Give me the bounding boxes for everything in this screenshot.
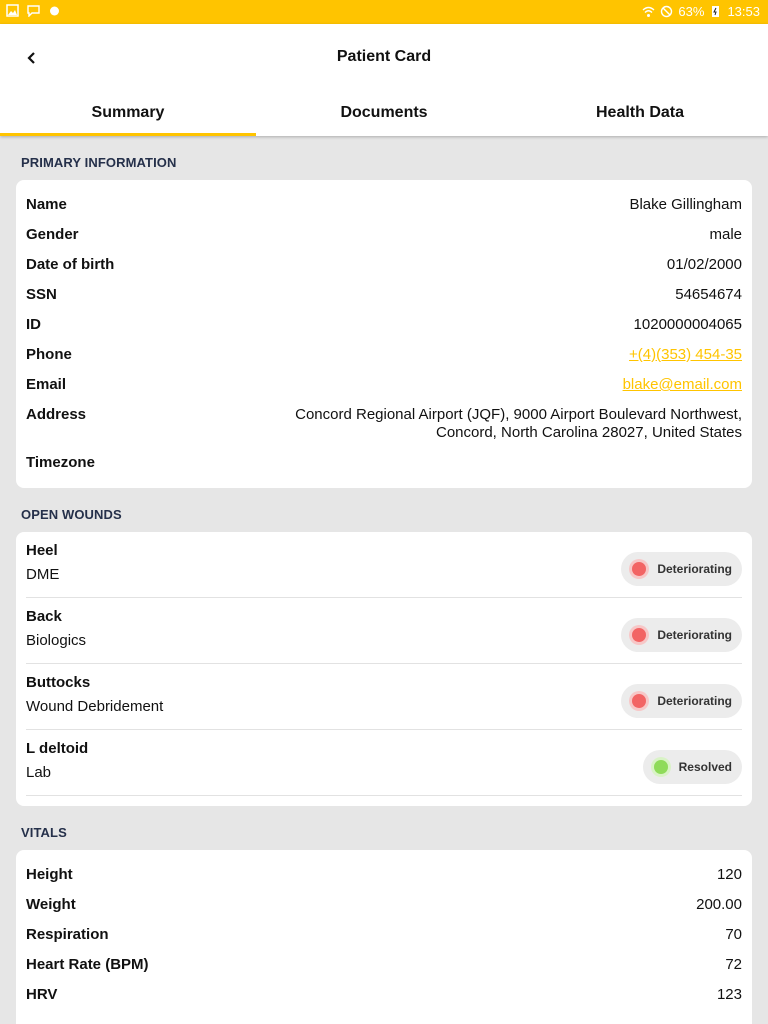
status-dot bbox=[629, 559, 649, 579]
status-badge bbox=[621, 684, 742, 718]
status-dot bbox=[629, 691, 649, 711]
wifi-icon bbox=[642, 5, 655, 18]
vital-label: Weight bbox=[26, 896, 76, 913]
do-not-disturb-icon bbox=[660, 5, 673, 18]
info-label: Phone bbox=[26, 346, 72, 363]
vital-label: HRV bbox=[26, 986, 58, 1003]
info-label: Name bbox=[26, 196, 67, 213]
vital-value: 200.00 bbox=[696, 896, 742, 913]
section-title-primary: PRIMARY INFORMATION bbox=[21, 155, 177, 170]
app-bar bbox=[0, 24, 768, 136]
wound-location: Heel bbox=[26, 542, 58, 559]
info-label: SSN bbox=[26, 286, 57, 303]
vital-label: Heart Rate (BPM) bbox=[26, 956, 149, 973]
wound-item[interactable] bbox=[26, 598, 742, 664]
status-badge bbox=[621, 552, 742, 586]
info-row-ssn bbox=[26, 280, 742, 310]
content bbox=[0, 136, 768, 1024]
status-badge bbox=[643, 750, 742, 784]
section-title-wounds: OPEN WOUNDS bbox=[21, 507, 122, 522]
wound-type: Lab bbox=[26, 764, 52, 781]
info-value: Concord Regional Airport (JQF), 9000 Airport Boulevard Northwest, Concord, North Carolina 28027, United States bbox=[295, 406, 742, 441]
status-label: Resolved bbox=[678, 760, 732, 774]
info-row-timezone bbox=[26, 448, 742, 478]
info-row-email bbox=[26, 370, 742, 400]
vital-value: 70 bbox=[725, 926, 742, 943]
info-value: male bbox=[709, 226, 742, 243]
tab-bar bbox=[0, 90, 768, 136]
info-label: Address bbox=[26, 406, 87, 423]
status-label: Deteriorating bbox=[657, 562, 732, 576]
wound-item[interactable] bbox=[26, 664, 742, 730]
info-label: ID bbox=[26, 316, 41, 333]
info-label: Timezone bbox=[26, 454, 95, 471]
open-wounds-card bbox=[16, 532, 752, 806]
info-row-dob bbox=[26, 250, 742, 280]
info-label: Gender bbox=[26, 226, 79, 243]
page-title: Patient Card bbox=[336, 48, 432, 65]
tab-health-data[interactable]: Health Data bbox=[595, 104, 685, 121]
battery-percent: 63% bbox=[678, 4, 705, 19]
tab-documents[interactable]: Documents bbox=[340, 104, 428, 121]
notification-icon bbox=[48, 4, 61, 17]
status-bar bbox=[0, 0, 768, 24]
wound-type: Wound Debridement bbox=[26, 698, 164, 715]
chat-icon bbox=[27, 4, 40, 17]
info-row-name bbox=[26, 190, 742, 220]
info-row-id bbox=[26, 310, 742, 340]
info-value: Blake Gillingham bbox=[629, 196, 742, 213]
phone-link[interactable]: +(4)(353) 454-35 bbox=[629, 346, 742, 363]
status-label: Deteriorating bbox=[657, 628, 732, 642]
info-value: 01/02/2000 bbox=[666, 256, 742, 273]
status-dot bbox=[651, 757, 671, 777]
vital-label: Height bbox=[26, 866, 73, 883]
info-row-gender bbox=[26, 220, 742, 250]
section-title-vitals: VITALS bbox=[21, 825, 67, 840]
vitals-card bbox=[16, 850, 752, 1024]
info-label: Date of birth bbox=[26, 256, 115, 273]
status-dot bbox=[629, 625, 649, 645]
wound-location: Buttocks bbox=[26, 674, 91, 691]
vital-row-hrv bbox=[26, 980, 742, 1010]
status-badge bbox=[621, 618, 742, 652]
battery-icon bbox=[709, 5, 722, 18]
email-link[interactable]: blake@email.com bbox=[622, 376, 742, 393]
gallery-icon bbox=[6, 4, 19, 17]
vital-row-weight bbox=[26, 890, 742, 920]
info-row-phone bbox=[26, 340, 742, 370]
vital-value: 123 bbox=[716, 986, 742, 1003]
info-label: Email bbox=[26, 376, 67, 393]
wound-item[interactable] bbox=[26, 532, 742, 598]
vital-row-height bbox=[26, 860, 742, 890]
wound-type: DME bbox=[26, 566, 60, 583]
info-value: 1020000004065 bbox=[633, 316, 742, 333]
wound-item[interactable] bbox=[26, 730, 742, 796]
tab-summary[interactable]: Summary bbox=[0, 90, 256, 136]
info-value: 54654674 bbox=[675, 286, 742, 303]
info-row-address bbox=[26, 400, 742, 448]
status-label: Deteriorating bbox=[657, 694, 732, 708]
vital-row-heart-rate bbox=[26, 950, 742, 980]
vital-row-respiration bbox=[26, 920, 742, 950]
wound-type: Biologics bbox=[26, 632, 87, 649]
primary-info-card bbox=[16, 180, 752, 488]
wound-location: Back bbox=[26, 608, 62, 625]
wound-location: L deltoid bbox=[26, 740, 89, 757]
vital-value: 120 bbox=[716, 866, 742, 883]
clock: 13:53 bbox=[727, 4, 760, 19]
vital-label: Respiration bbox=[26, 926, 109, 943]
vital-value: 72 bbox=[725, 956, 742, 973]
